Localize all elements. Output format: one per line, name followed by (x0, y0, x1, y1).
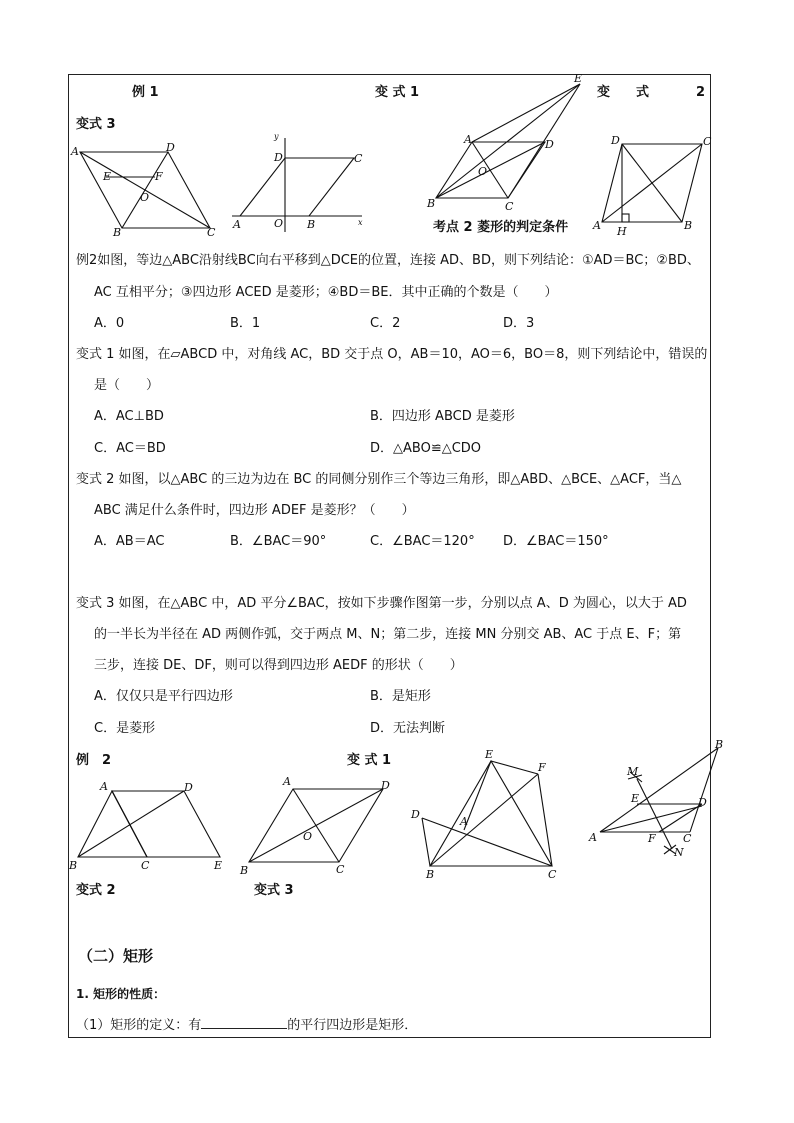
f4-label: B (684, 219, 693, 232)
q-var2-option-c: C．∠BAC＝120° (370, 534, 475, 549)
g4-label: D (698, 796, 707, 809)
label-variant-2a: 变 式 (597, 85, 650, 100)
f3-label: E (574, 72, 583, 85)
f1-label: C (207, 226, 216, 239)
label-variant-1-lower: 变 式 1 (347, 753, 392, 768)
q-var1-line2: 是（ ） (94, 378, 160, 393)
q-example2-option-b: B．1 (230, 316, 261, 331)
label-variant-2-lower: 变式 2 (76, 883, 116, 898)
f2-label: y (274, 132, 279, 141)
g4-label: C (683, 832, 692, 845)
f3-label: D (545, 138, 554, 151)
g3-label: E (485, 748, 494, 761)
g2-label: A (283, 775, 291, 788)
f2-label: C (354, 152, 363, 165)
f4-label: H (617, 225, 627, 238)
g4-label: N (674, 846, 684, 859)
q-var2-option-d: D．∠BAC＝150° (503, 534, 609, 549)
g4-label: F (648, 832, 656, 845)
label-variant-3-lower: 变式 3 (254, 883, 294, 898)
g3-label: F (538, 761, 546, 774)
q-var3-option-b: B．是矩形 (370, 689, 431, 704)
q-var3-line2: 的一半长为半径在 AD 两侧作弧，交于两点 M、N；第二步，连接 MN 分别交 AB、AC 于点 E、F；第 (94, 627, 682, 642)
f4-label: D (611, 134, 620, 147)
definition-blank[interactable] (201, 1018, 287, 1029)
f1-label: F (155, 170, 163, 183)
f2-label: B (307, 218, 316, 231)
f3-label: B (427, 197, 436, 210)
figure-example-2 (78, 791, 220, 857)
g4-label: A (589, 831, 597, 844)
f1-label: O (140, 191, 150, 204)
g1-label: A (100, 780, 108, 793)
q-var2-line1: 变式 2 如图，以△ABC 的三边为边在 BC 的同侧分别作三个等边三角形，即△ABD、△BCE、△ACF，当△ (76, 472, 682, 487)
g4-label: M (627, 765, 639, 778)
q-var3-line1: 变式 3 如图，在△ABC 中，AD 平分∠BAC，按如下步骤作图第一步，分别以点 A、D 为圆心，以大于 AD (76, 596, 687, 611)
g4-label: B (715, 738, 724, 751)
f4-label: A (593, 219, 601, 232)
q-var1-option-d: D．△ABO≌△CDO (370, 441, 482, 456)
g3-label: C (548, 868, 557, 881)
q-var2-option-b: B．∠BAC＝90° (230, 534, 327, 549)
g2-label: O (303, 830, 313, 843)
figure-variant-1 (249, 789, 383, 862)
q-example2-option-d: D．3 (503, 316, 535, 331)
f1-label: B (113, 226, 122, 239)
f2-label: O (274, 217, 284, 230)
q-var3-option-d: D．无法判断 (370, 721, 446, 736)
g1-label: C (141, 859, 150, 872)
figure-variant-2 (422, 761, 552, 866)
q-var2-option-a: A．AB＝AC (94, 534, 165, 549)
section-title: （二）矩形 (78, 947, 154, 965)
f4-label: C (703, 135, 712, 148)
f2-label: A (233, 218, 241, 231)
g4-label: E (631, 792, 640, 805)
f2-label: x (358, 218, 363, 227)
f1-label: A (71, 145, 79, 158)
g1-label: B (69, 859, 78, 872)
g3-label: A (460, 815, 468, 828)
g2-label: D (381, 779, 390, 792)
g2-label: C (336, 863, 345, 876)
q-example2-option-a: A．0 (94, 316, 125, 331)
label-variant-1: 变 式 1 (375, 85, 420, 100)
f3-label: A (464, 133, 472, 146)
f1-label: D (166, 141, 175, 154)
q-var1-option-c: C．AC＝BD (94, 441, 166, 456)
g3-label: B (426, 868, 435, 881)
q-var2-line2: ABC 满足什么条件时，四边形 ADEF 是菱形？（ ） (94, 503, 415, 518)
definition-line (76, 1018, 417, 1032)
f2-label: D (274, 151, 283, 164)
q-var3-line3: 三步，连接 DE、DF，则可以得到四边形 AEDF 的形状（ ） (94, 658, 463, 673)
figure-note: 考点 2 菱形的判定条件 (433, 220, 569, 235)
q-example2-option-c: C．2 (370, 316, 401, 331)
q-example2-line1: 例2如图，等边△ABC沿射线BC向右平移到△DCE的位置，连接 AD、BD，则下列结论：①AD＝BC；②BD、 (76, 253, 700, 268)
f3-label: O (478, 165, 488, 178)
definition-after: 的平行四边形是矩形． (287, 1018, 418, 1033)
q-var1-option-b: B．四边形 ABCD 是菱形 (370, 409, 515, 424)
g2-label: B (240, 864, 249, 877)
label-example-1: 例 1 (132, 85, 159, 100)
f3-label: C (505, 200, 514, 213)
q-var3-option-a: A．仅仅只是平行四边形 (94, 689, 233, 704)
q-var1-line1: 变式 1 如图，在▱ABCD 中，对角线 AC，BD 交于点 O，AB＝10，AO＝6，BO＝8，则下列结论中，错误的 (76, 347, 708, 362)
q-var3-option-c: C．是菱形 (94, 721, 156, 736)
g1-label: D (184, 781, 193, 794)
q-example2-line2: AC 互相平分；③四边形 ACED 是菱形；④BD＝BE．其中正确的个数是（ ） (94, 285, 558, 300)
g1-label: E (214, 859, 223, 872)
label-variant-3-top: 变式 3 (76, 117, 116, 132)
label-variant-2b: 2 (696, 85, 706, 100)
section-subtitle: 1. 矩形的性质： (76, 987, 166, 1001)
f1-label: E (103, 170, 112, 183)
q-var1-option-a: A．AC⊥BD (94, 409, 164, 424)
g3-label: D (411, 808, 420, 821)
label-example-2: 例 2 (76, 753, 112, 768)
definition-before: （1）矩形的定义：有 (76, 1018, 202, 1033)
